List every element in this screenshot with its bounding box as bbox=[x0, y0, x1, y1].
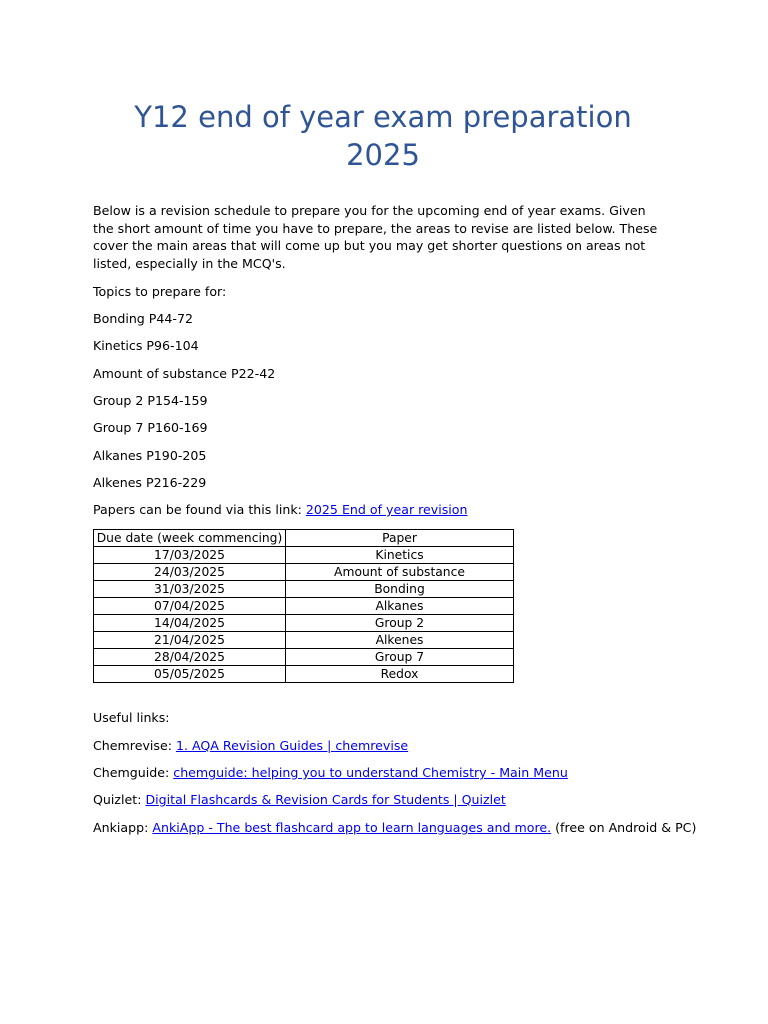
revision-schedule-table bbox=[93, 529, 514, 683]
topic-item: Amount of substance P22-42 bbox=[93, 366, 276, 381]
papers-link-prefix: Papers can be found via this link: bbox=[93, 502, 306, 517]
due-date-cell: 31/03/2025 bbox=[94, 581, 286, 598]
useful-link-prefix: Ankiapp: bbox=[93, 820, 153, 835]
page-title: Y12 end of year exam preparation 2025 bbox=[134, 100, 632, 172]
topics-heading: Topics to prepare for: bbox=[93, 284, 227, 299]
papers-link-line bbox=[93, 501, 467, 518]
paper-cell: Group 7 bbox=[286, 649, 514, 666]
table-row bbox=[94, 615, 514, 632]
useful-links-heading: Useful links: bbox=[93, 710, 170, 725]
topic-item: Group 7 P160-169 bbox=[93, 420, 208, 435]
paper-cell: Group 2 bbox=[286, 615, 514, 632]
table-row bbox=[94, 598, 514, 615]
column-header-due-date: Due date (week commencing) bbox=[94, 530, 286, 547]
papers-link[interactable]: 2025 End of year revision bbox=[305, 502, 468, 517]
chemrevise-link[interactable]: 1. AQA Revision Guides | chemrevise bbox=[175, 738, 409, 753]
topic-item: Alkenes P216-229 bbox=[93, 475, 207, 490]
topic-item: Kinetics P96-104 bbox=[93, 338, 199, 353]
useful-link-prefix: Chemrevise: bbox=[93, 738, 176, 753]
table-row bbox=[94, 564, 514, 581]
paper-cell: Amount of substance bbox=[286, 564, 514, 581]
table-row bbox=[94, 581, 514, 598]
column-header-paper: Paper bbox=[286, 530, 514, 547]
topic-item: Alkanes P190-205 bbox=[93, 448, 207, 463]
useful-link-line bbox=[93, 764, 568, 781]
due-date-cell: 17/03/2025 bbox=[94, 547, 286, 564]
table-row bbox=[94, 547, 514, 564]
table-row bbox=[94, 632, 514, 649]
due-date-cell: 07/04/2025 bbox=[94, 598, 286, 615]
due-date-cell: 05/05/2025 bbox=[94, 666, 286, 683]
useful-link-line bbox=[93, 791, 506, 808]
table-header-row bbox=[94, 530, 514, 547]
chemguide-link[interactable]: chemguide: helping you to understand Chemistry - Main Menu bbox=[173, 765, 568, 780]
useful-link-line bbox=[93, 819, 696, 836]
due-date-cell: 28/04/2025 bbox=[94, 649, 286, 666]
paper-cell: Bonding bbox=[286, 581, 514, 598]
paper-cell: Kinetics bbox=[286, 547, 514, 564]
paper-cell: Alkanes bbox=[286, 598, 514, 615]
table-row bbox=[94, 666, 514, 683]
useful-link-line bbox=[93, 737, 408, 754]
ankiapp-link[interactable]: AnkiApp - The best flashcard app to learn languages and more. bbox=[152, 820, 552, 835]
useful-link-prefix: Quizlet: bbox=[93, 792, 146, 807]
intro-paragraph: Below is a revision schedule to prepare you for the upcoming end of year exams. Given the short amount of time you have to prepare, the areas to revise are listed below. These cover the main areas that will come up but you may get shorter questions on areas not listed, especially in the MCQ's. bbox=[93, 203, 658, 271]
topic-item: Group 2 P154-159 bbox=[93, 393, 208, 408]
useful-link-suffix: (free on Android & PC) bbox=[551, 820, 697, 835]
quizlet-link[interactable]: Digital Flashcards & Revision Cards for Students | Quizlet bbox=[145, 792, 506, 807]
due-date-cell: 21/04/2025 bbox=[94, 632, 286, 649]
topic-item: Bonding P44-72 bbox=[93, 311, 193, 326]
paper-cell: Redox bbox=[286, 666, 514, 683]
due-date-cell: 14/04/2025 bbox=[94, 615, 286, 632]
due-date-cell: 24/03/2025 bbox=[94, 564, 286, 581]
table-row bbox=[94, 649, 514, 666]
paper-cell: Alkenes bbox=[286, 632, 514, 649]
useful-link-prefix: Chemguide: bbox=[93, 765, 174, 780]
